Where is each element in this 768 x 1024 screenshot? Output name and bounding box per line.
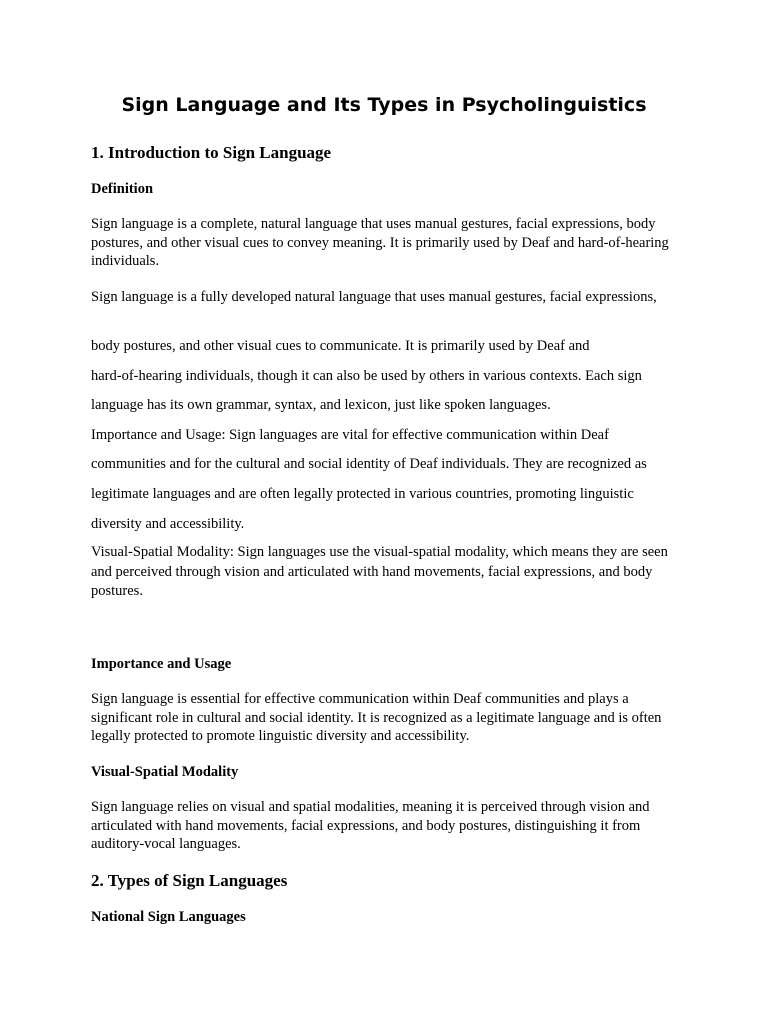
- document-title: Sign Language and Its Types in Psycholinguistics: [121, 94, 647, 116]
- importance-heading: Importance and Usage: [91, 656, 232, 672]
- modality-heading: Visual-Spatial Modality: [91, 764, 239, 780]
- section-2-heading: 2. Types of Sign Languages: [91, 871, 288, 890]
- national-sign-languages-heading: National Sign Languages: [91, 909, 246, 925]
- text-line: hard-of-hearing individuals, though it can also be used by others in various contexts. Each sign: [91, 368, 642, 384]
- text-line: Importance and Usage: Sign languages are vital for effective communication within Deaf: [91, 427, 609, 443]
- text-line: language has its own grammar, syntax, and lexicon, just like spoken languages.: [91, 397, 551, 413]
- definition-heading: Definition: [91, 181, 154, 197]
- visual-spatial-paragraph: Visual-Spatial Modality: Sign languages use the visual-spatial modality, which means they are seen and perceived through vision and articulated with hand movements, facial expressions, and body postures.: [91, 544, 668, 599]
- modality-paragraph: Sign language relies on visual and spatial modalities, meaning it is perceived through vision and articulated with hand movements, facial expressions, and body postures, distinguishing it from auditory-vocal languages.: [91, 799, 650, 852]
- text-line: body postures, and other visual cues to communicate. It is primarily used by Deaf and: [91, 338, 590, 354]
- extended-paragraph: Sign language is a fully developed natural language that uses manual gestures, facial expressions,: [91, 289, 657, 305]
- importance-paragraph: Sign language is essential for effective communication within Deaf communities and plays a significant role in cultural and social identity. It is recognized as a legitimate language and is often legally protected to promote linguistic diversity and accessibility.: [91, 691, 662, 744]
- text-line: communities and for the cultural and social identity of Deaf individuals. They are recognized as: [91, 456, 647, 472]
- section-1-heading: 1. Introduction to Sign Language: [91, 143, 332, 162]
- definition-paragraph: Sign language is a complete, natural language that uses manual gestures, facial expressions, body postures, and other visual cues to convey meaning. It is primarily used by Deaf and hard-of-hearing individuals.: [91, 216, 669, 269]
- text-line: diversity and accessibility.: [91, 516, 245, 532]
- text-line: legitimate languages and are often legally protected in various countries, promoting linguistic: [91, 486, 634, 502]
